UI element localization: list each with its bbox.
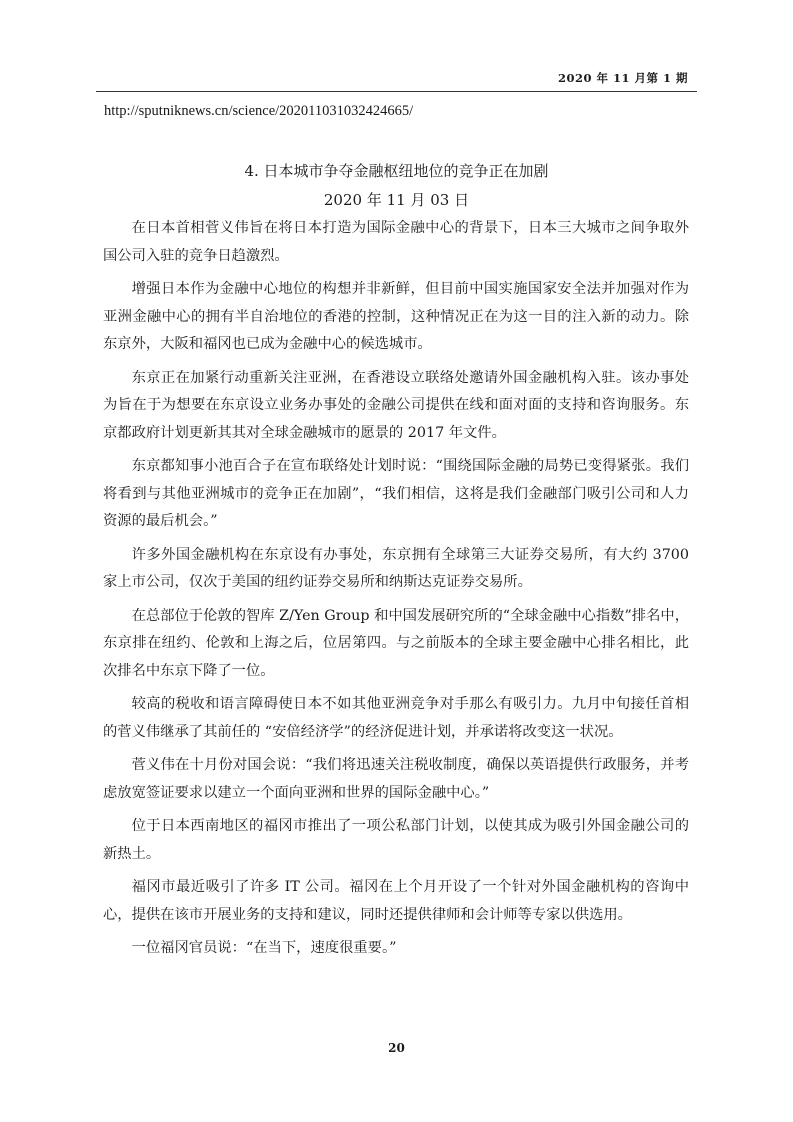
paragraph: 位于日本西南地区的福冈市推出了一项公私部门计划，以使其成为吸引外国金融公司的新热土。 — [103, 818, 689, 862]
paragraph: 许多外国金融机构在东京设有办事处，东京拥有全球第三大证券交易所，有大约 3700 家上市公司，仅次于美国的纽约证券交易所和纳斯达克证券交易所。 — [103, 546, 689, 590]
paragraph: 一位福冈官员说：“在当下，速度很重要。” — [131, 940, 397, 956]
paragraph: 增强日本作为金融中心地位的构想并非新鲜，但目前中国实施国家安全法并加强对作为亚洲金融中心的拥有半自治地位的香港的控制，这种情况正在为这一目的注入新的动力。除东京外，大阪和福冈也已成为金融中心的候选城市。 — [103, 281, 689, 352]
paragraph: 在总部位于伦敦的智库 Z/Yen Group 和中国发展研究所的“全球金融中心指数”排名中，东京排在纽约、伦敦和上海之后，位居第四。与之前版本的全球主要金融中心排名相比，此次排名中东京下降了一位。 — [103, 607, 689, 679]
header-rule — [96, 91, 697, 92]
article-date: 2020 年 11 月 03 日 — [323, 191, 470, 209]
source-url[interactable]: http://sputniknews.cn/science/202011031032424665/ — [104, 103, 414, 119]
paragraph: 菅义伟在十月份对国会说：“我们将迅速关注税收制度，确保以英语提供行政服务，并考虑放宽签证要求以建立一个面向亚洲和世界的国际金融中心。” — [103, 757, 689, 801]
paragraph: 福冈市最近吸引了许多 IT 公司。福冈在上个月开设了一个针对外国金融机构的咨询中心，提供在该市开展业务的支持和建议，同时还提供律师和会计师等专家以供选用。 — [103, 879, 689, 923]
paragraph: 东京都知事小池百合子在宣布联络处计划时说：“围绕国际金融的局势已变得紧张。我们将看到与其他亚洲城市的竞争正在加剧”，“我们相信，这将是我们金融部门吸引公司和人力资源的最后机会。” — [103, 458, 689, 529]
paragraph: 东京正在加紧行动重新关注亚洲，在香港设立联络处邀请外国金融机构入驻。该办事处为旨在于为想要在东京设立业务办事处的金融公司提供在线和面对面的支持和咨询服务。东京都政府计划更新其其对全球金融城市的愿景的 2017 年文件。 — [103, 369, 689, 441]
article-title: 4. 日本城市争夺金融枢纽地位的竞争正在加剧 — [244, 162, 549, 180]
paragraph: 在日本首相菅义伟旨在将日本打造为国际金融中心的背景下，日本三大城市之间争取外国公司入驻的竞争日趋激烈。 — [103, 220, 689, 264]
issue-header: 2020 年 11 月第 1 期 — [557, 71, 688, 85]
page-number: 20 — [388, 1041, 405, 1055]
article-body — [103, 215, 689, 969]
paragraph: 较高的税收和语言障碍使日本不如其他亚洲竞争对手那么有吸引力。九月中旬接任首相的菅义伟继承了其前任的 “安倍经济学”的经济促进计划，并承诺将改变这一状况。 — [103, 696, 689, 740]
